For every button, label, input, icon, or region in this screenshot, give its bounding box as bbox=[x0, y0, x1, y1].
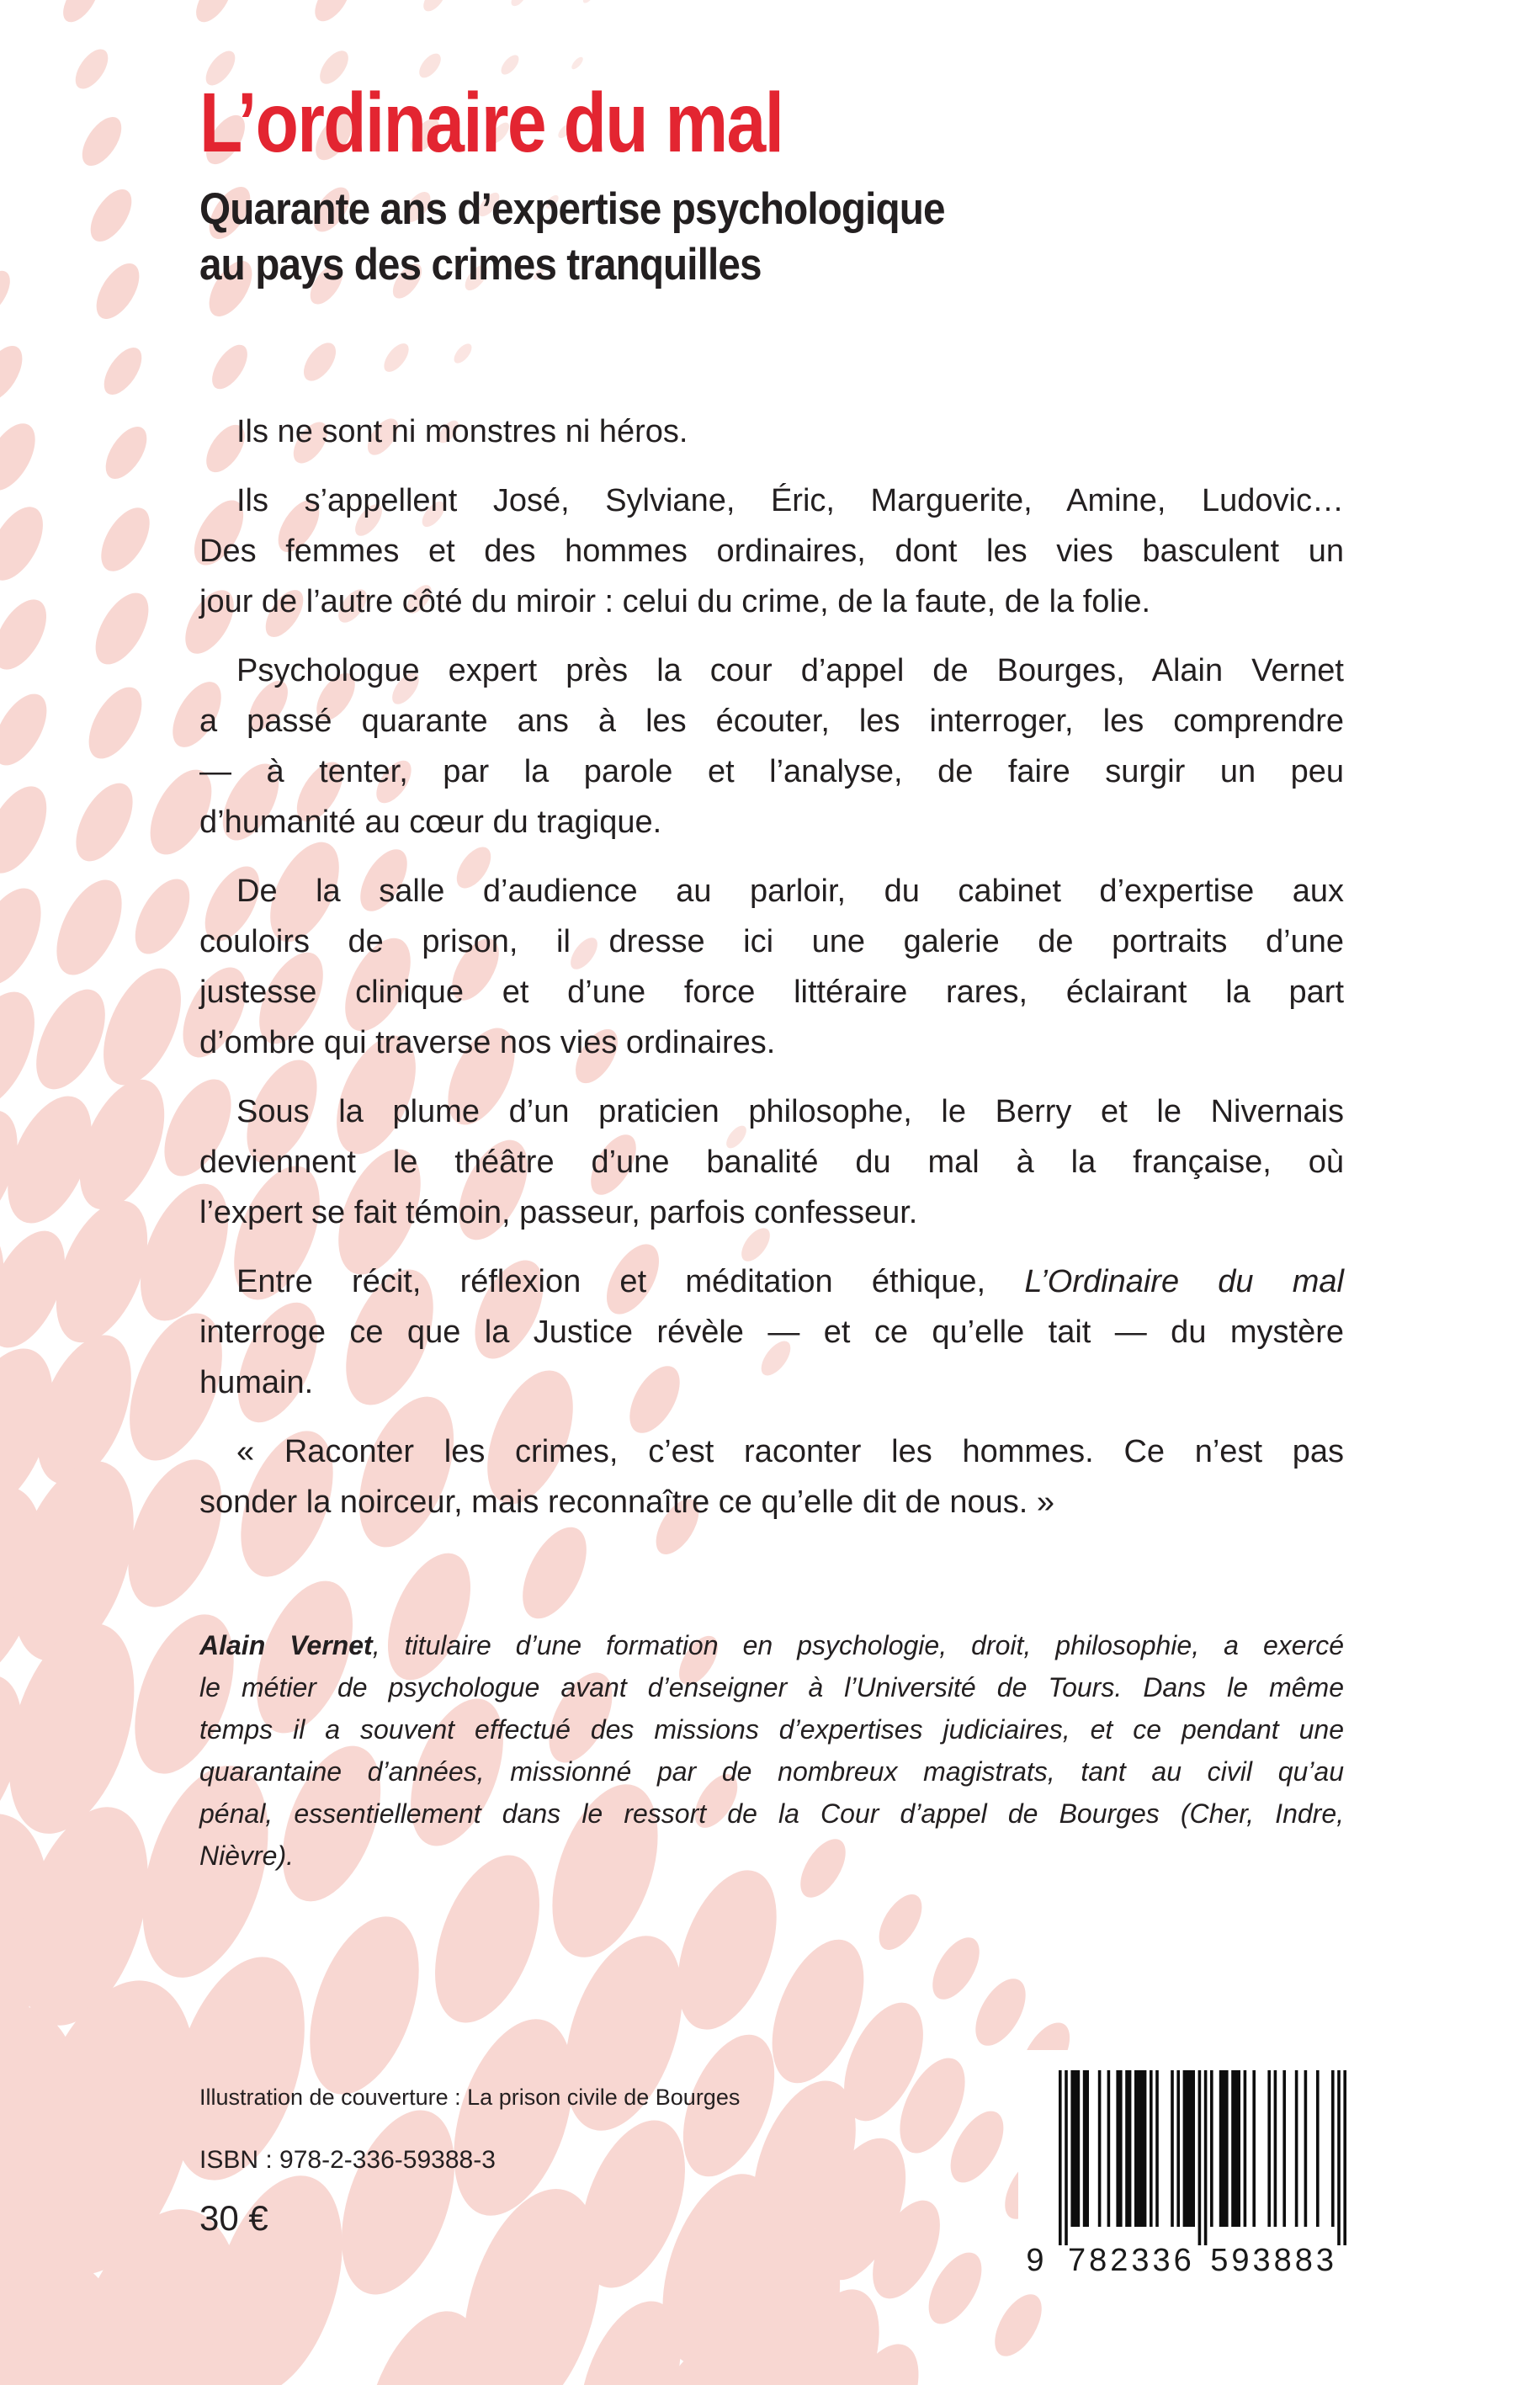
barcode-bar bbox=[1116, 2070, 1122, 2227]
text-segment: Ils s’appellent José, Sylviane, Éric, Marguerite, Amine, Ludovic… bbox=[236, 483, 1344, 518]
text-line bbox=[199, 1137, 1344, 1187]
text-segment: sonder la noirceur, mais reconnaître ce qu’elle dit de nous. » bbox=[199, 1485, 1055, 1520]
price-text: 30 € bbox=[199, 2198, 268, 2238]
text-line bbox=[199, 1307, 1344, 1357]
text-segment: pénal, essentiellement dans le ressort de la Cour d’appel de Bourges (Cher, Indre, bbox=[199, 1798, 1344, 1829]
barcode-bar bbox=[1252, 2070, 1256, 2227]
barcode-bar bbox=[1210, 2070, 1213, 2227]
text-segment: d’humanité au cœur du tragique. bbox=[199, 805, 662, 840]
paragraph bbox=[199, 1426, 1344, 1527]
book-subtitle bbox=[199, 182, 945, 293]
text-line bbox=[199, 1017, 1344, 1068]
text-segment: a passé quarante ans à les écouter, les interroger, les comprendre bbox=[199, 704, 1344, 739]
barcode-bar bbox=[1231, 2070, 1240, 2227]
text-line bbox=[199, 1708, 1344, 1750]
text-line bbox=[199, 1793, 1344, 1835]
barcode-bar bbox=[1171, 2070, 1174, 2227]
illustration-credit: Illustration de couverture : La prison civile de Bourges bbox=[199, 2085, 741, 2110]
text-line bbox=[199, 1187, 1344, 1238]
text-line bbox=[199, 1426, 1344, 1477]
paragraph bbox=[199, 406, 1344, 457]
text-segment: le métier de psychologue avant d’enseigner à l’Université de Tours. Dans le même bbox=[199, 1672, 1344, 1702]
text-line bbox=[199, 1256, 1344, 1307]
text-line bbox=[199, 696, 1344, 746]
subtitle-line-2: au pays des crimes tranquilles bbox=[199, 240, 762, 289]
barcode-bar bbox=[1282, 2070, 1286, 2227]
text-line bbox=[199, 406, 1344, 457]
synopsis bbox=[199, 406, 1344, 1546]
text-line bbox=[199, 797, 1344, 847]
barcode-bar bbox=[1183, 2070, 1195, 2227]
barcode-bar bbox=[1070, 2070, 1080, 2227]
text-segment: Sous la plume d’un praticien philosophe, le Berry et le Nivernais bbox=[236, 1094, 1344, 1129]
barcode-bar bbox=[1331, 2070, 1335, 2227]
text-line bbox=[199, 475, 1344, 526]
author-bio bbox=[199, 1624, 1344, 1877]
barcode-bar bbox=[1337, 2070, 1341, 2245]
barcode-bar bbox=[1274, 2070, 1277, 2227]
text-segment: Nièvre). bbox=[199, 1841, 295, 1871]
barcode-bar bbox=[1304, 2070, 1308, 2227]
barcode-bar bbox=[1219, 2070, 1229, 2227]
text-line bbox=[199, 916, 1344, 967]
text-line bbox=[199, 866, 1344, 916]
text-segment: L’Ordinaire du mal bbox=[1024, 1264, 1344, 1299]
paragraph bbox=[199, 1086, 1344, 1238]
text-segment: Ils ne sont ni monstres ni héros. bbox=[236, 414, 688, 449]
text-segment: justesse clinique et d’une force littéraire rares, éclairant la part bbox=[199, 975, 1344, 1010]
text-segment: Entre récit, réflexion et méditation éthique, bbox=[236, 1264, 1025, 1299]
subtitle-line-1: Quarante ans d’expertise psychologique bbox=[199, 184, 945, 234]
text-line bbox=[199, 1357, 1344, 1408]
paragraph bbox=[199, 645, 1344, 847]
isbn-text: ISBN : 978-2-336-59388-3 bbox=[199, 2146, 496, 2174]
barcode-bar bbox=[1107, 2070, 1111, 2227]
barcode-bar bbox=[1155, 2070, 1159, 2227]
text-segment: humain. bbox=[199, 1365, 314, 1400]
text-segment: couloirs de prison, il dresse ici une galerie de portraits d’une bbox=[199, 924, 1344, 959]
text-segment: temps il a souvent effectué des missions d’expertises judiciaires, et ce pendant une bbox=[199, 1714, 1344, 1745]
text-line bbox=[199, 1086, 1344, 1137]
barcode-bar bbox=[1065, 2070, 1068, 2245]
text-line bbox=[199, 1750, 1344, 1793]
text-segment: Alain Vernet bbox=[199, 1630, 373, 1660]
text-segment: De la salle d’audience au parloir, du cabinet d’expertise aux bbox=[236, 874, 1344, 909]
text-segment: Psychologue expert près la cour d’appel de Bourges, Alain Vernet bbox=[236, 653, 1344, 688]
text-segment: jour de l’autre côté du miroir : celui du crime, de la faute, de la folie. bbox=[199, 584, 1151, 619]
barcode-number-first: 9 bbox=[1026, 2243, 1048, 2277]
text-line bbox=[199, 526, 1344, 576]
text-line bbox=[199, 746, 1344, 797]
barcode-bar bbox=[1295, 2070, 1298, 2227]
text-segment: « Raconter les crimes, c’est raconter les hommes. Ce n’est pas bbox=[236, 1434, 1344, 1469]
text-segment: Des femmes et des hommes ordinaires, dont les vies basculent un bbox=[199, 534, 1344, 569]
paragraph bbox=[199, 475, 1344, 627]
text-segment: d’ombre qui traverse nos vies ordinaires. bbox=[199, 1025, 776, 1060]
barcode-bar bbox=[1176, 2070, 1180, 2227]
barcode-bar bbox=[1150, 2070, 1153, 2227]
text-line bbox=[199, 1477, 1344, 1527]
text-segment: l’expert se fait témoin, passeur, parfois confesseur. bbox=[199, 1195, 918, 1230]
barcode-bar bbox=[1125, 2070, 1131, 2227]
text-segment: — à tenter, par la parole et l’analyse, de faire surgir un peu bbox=[199, 754, 1344, 789]
barcode-bar bbox=[1244, 2070, 1247, 2227]
barcode-number-left: 782336 bbox=[1067, 2243, 1195, 2277]
text-line bbox=[199, 1624, 1344, 1666]
barcode-number-right: 593883 bbox=[1210, 2243, 1338, 2277]
text-segment: quarantaine d’années, missionné par de nombreux magistrats, tant au civil qu’au bbox=[199, 1756, 1344, 1787]
barcode bbox=[1018, 2050, 1372, 2277]
barcode-bar bbox=[1098, 2070, 1102, 2227]
text-line bbox=[199, 645, 1344, 696]
barcode-bar bbox=[1343, 2070, 1346, 2245]
text-segment: deviennent le théâtre d’une banalité du mal à la française, où bbox=[199, 1145, 1344, 1180]
barcode-bar bbox=[1134, 2070, 1146, 2227]
text-line bbox=[199, 967, 1344, 1017]
text-segment: , titulaire d’une formation en psychologie, droit, philosophie, a exercé bbox=[372, 1630, 1345, 1660]
text-line bbox=[199, 1666, 1344, 1708]
barcode-bar bbox=[1059, 2070, 1062, 2245]
text-line bbox=[199, 576, 1344, 627]
barcode-bar bbox=[1267, 2070, 1271, 2227]
text-segment: interroge ce que la Justice révèle — et ce qu’elle tait — du mystère bbox=[199, 1315, 1344, 1350]
barcode-bar bbox=[1083, 2070, 1089, 2227]
text-line bbox=[199, 1835, 1344, 1877]
paragraph bbox=[199, 1256, 1344, 1408]
book-title: L’ordinaire du mal bbox=[199, 76, 783, 170]
barcode-bar bbox=[1204, 2070, 1208, 2245]
barcode-bar bbox=[1198, 2070, 1202, 2245]
paragraph bbox=[199, 866, 1344, 1068]
barcode-bar bbox=[1316, 2070, 1320, 2227]
